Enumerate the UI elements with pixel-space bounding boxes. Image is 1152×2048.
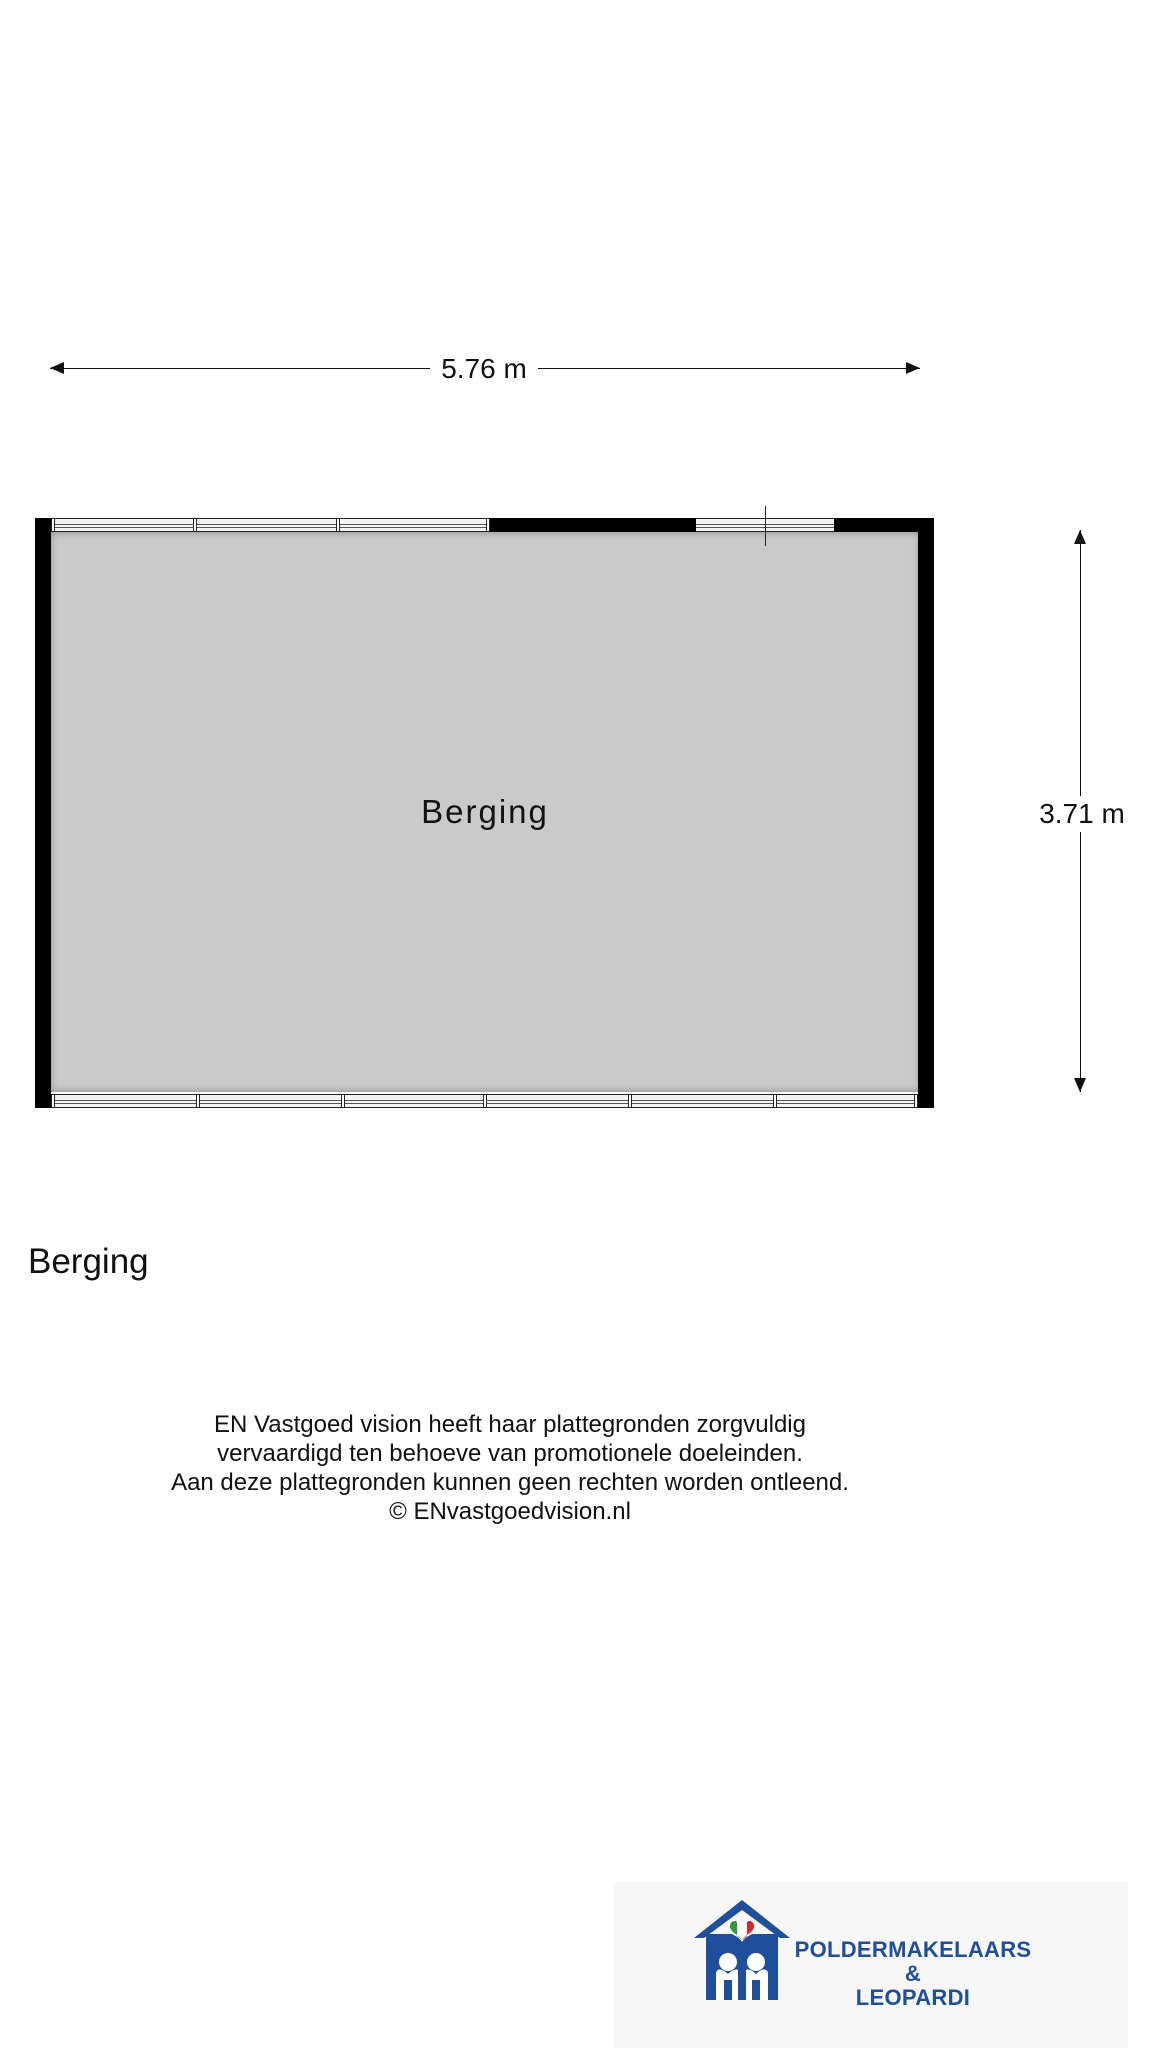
disclaimer-line: vervaardigd ten behoeve van promotionele doeleinden. bbox=[217, 1440, 803, 1467]
disclaimer bbox=[110, 1410, 910, 1526]
window-mullion bbox=[341, 1095, 345, 1107]
depth-dimension-label: 3.71 m bbox=[1030, 796, 1134, 832]
window-mullion bbox=[51, 519, 55, 531]
wall-top-middle bbox=[490, 518, 696, 532]
wall-left bbox=[35, 518, 51, 1108]
window-bottom bbox=[51, 1094, 918, 1108]
copyright-line: © ENvastgoedvision.nl bbox=[389, 1498, 631, 1525]
disclaimer-line: EN Vastgoed vision heeft haar plattegronden zorgvuldig bbox=[214, 1411, 806, 1438]
door-marker bbox=[765, 506, 766, 546]
window-mullion bbox=[914, 1095, 918, 1107]
logo-wordmark bbox=[788, 1938, 1038, 2010]
window-top-left bbox=[51, 518, 490, 532]
window-mullion bbox=[486, 519, 490, 531]
house-heart-logo-icon bbox=[694, 1898, 790, 2002]
window-mullion bbox=[51, 1095, 55, 1107]
window-mullion bbox=[628, 1095, 632, 1107]
wall-right bbox=[918, 518, 934, 1108]
floor-title: Berging bbox=[28, 1242, 149, 1281]
disclaimer-line: Aan deze plattegronden kunnen geen rechten worden ontleend. bbox=[171, 1469, 849, 1496]
window-mullion bbox=[483, 1095, 487, 1107]
window-mullion bbox=[193, 519, 197, 531]
window-mullion bbox=[773, 1095, 777, 1107]
window-mullion bbox=[336, 519, 340, 531]
wall-top-right bbox=[834, 518, 920, 532]
room-label: Berging bbox=[421, 793, 549, 830]
logo-line-3: LEOPARDI bbox=[855, 1985, 971, 2010]
logo-line-2: & bbox=[904, 1961, 922, 1986]
window-mullion bbox=[196, 1095, 200, 1107]
logo-line-1: POLDERMAKELAARS bbox=[794, 1937, 1032, 1962]
width-dimension-label: 5.76 m bbox=[430, 352, 538, 386]
